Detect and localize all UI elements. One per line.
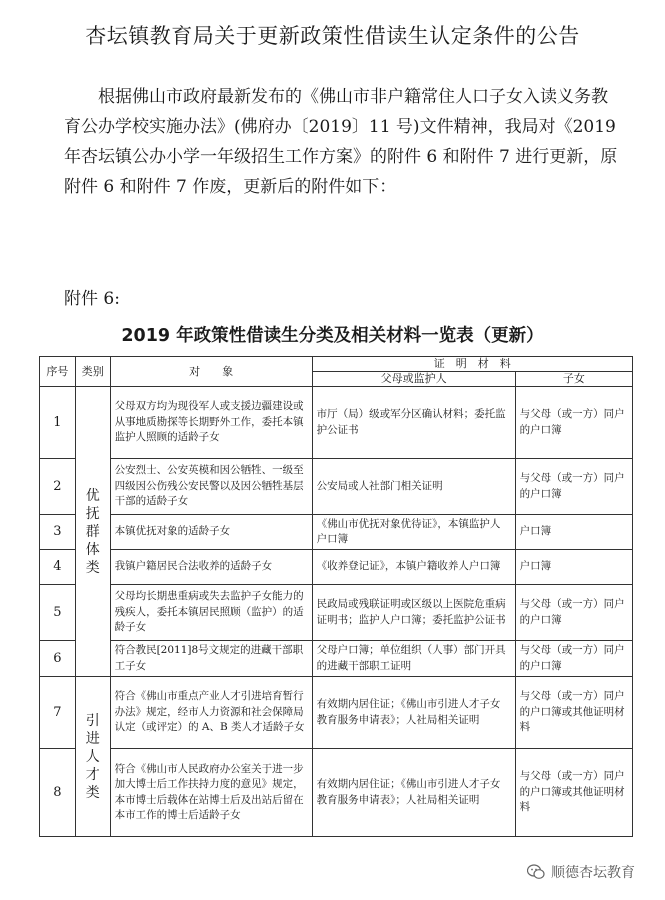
table-row [40, 585, 633, 641]
row-seq: 7 [40, 677, 76, 749]
category-cell [75, 677, 110, 837]
row-seq: 8 [40, 749, 76, 837]
row-target: 符合《佛山市重点产业人才引进培育暂行办法》规定，经市人力资源和社会保障局认定（或评定）的 A、B 类人才适龄子女 [110, 677, 312, 749]
table-row [40, 641, 633, 677]
row-target: 公安烈士、公安英模和因公牺牲、一级至四级因公伤残公安民警以及因公牺牲基层干部的适龄子女 [110, 459, 312, 515]
row-target: 父母均长期患重病或失去监护子女能力的残疾人，委托本镇居民照顾（监护）的适龄子女 [110, 585, 312, 641]
row-target: 我镇户籍居民合法收养的适龄子女 [110, 550, 312, 585]
row-child-proof: 与父母（或一方）同户的户口簿 [515, 387, 632, 459]
watermark [527, 862, 635, 882]
materials-table [39, 356, 633, 837]
row-child-proof: 户口簿 [515, 550, 632, 585]
row-parent-proof: 有效期内居住证；《佛山市引进人才子女教育服务申请表》；人社局相关证明 [312, 677, 515, 749]
row-seq: 1 [40, 387, 76, 459]
row-seq: 3 [40, 515, 76, 550]
table-title: 2019 年政策性借读生分类及相关材料一览表（更新） [121, 326, 544, 346]
header-target: 对 象 [110, 357, 312, 387]
wechat-icon [527, 864, 545, 880]
announcement-body [64, 82, 624, 202]
table-row [40, 677, 633, 749]
row-seq: 2 [40, 459, 76, 515]
row-parent-proof: 民政局或残联证明或区级以上医院危重病证明书；监护人户口簿；委托监护公证书 [312, 585, 515, 641]
row-child-proof: 与父母（或一方）同户的户口簿或其他证明材料 [515, 749, 632, 837]
table-row [40, 387, 633, 459]
row-parent-proof: 公安局或人社部门相关证明 [312, 459, 515, 515]
watermark-text: 顺德杏坛教育 [551, 865, 635, 881]
row-parent-proof: 有效期内居住证；《佛山市引进人才子女教育服务申请表》；人社局相关证明 [312, 749, 515, 837]
row-seq: 6 [40, 641, 76, 677]
row-child-proof: 户口簿 [515, 515, 632, 550]
header-proof: 证 明 材 料 [312, 357, 632, 372]
header-parent: 父母或监护人 [312, 372, 515, 387]
row-parent-proof: 《收养登记证》，本镇户籍收养人户口簿 [312, 550, 515, 585]
row-seq: 5 [40, 585, 76, 641]
row-child-proof: 与父母（或一方）同户的户口簿 [515, 641, 632, 677]
row-child-proof: 与父母（或一方）同户的户口簿或其他证明材料 [515, 677, 632, 749]
row-target: 符合教民[2011]8号文规定的进藏干部职工子女 [110, 641, 312, 677]
table-row [40, 749, 633, 837]
table-row [40, 459, 633, 515]
row-seq: 4 [40, 550, 76, 585]
row-child-proof: 与父母（或一方）同户的户口簿 [515, 459, 632, 515]
attachment-label: 附件 6: [64, 289, 120, 309]
row-parent-proof: 《佛山市优抚对象优待证》，本镇监护人户口簿 [312, 515, 515, 550]
header-category: 类别 [75, 357, 110, 387]
header-child: 子女 [515, 372, 632, 387]
table-row [40, 550, 633, 585]
table-row [40, 515, 633, 550]
row-target: 父母双方均为现役军人或支援边疆建设或从事地质勘探等长期野外工作，委托本镇监护人照顾的适龄子女 [110, 387, 312, 459]
row-target: 本镇优抚对象的适龄子女 [110, 515, 312, 550]
row-parent-proof: 父母户口簿；单位组织（人事）部门开具的进藏干部职工证明 [312, 641, 515, 677]
row-parent-proof: 市厅（局）级或军分区确认材料；委托监护公证书 [312, 387, 515, 459]
category-cell [75, 387, 110, 677]
page-title: 杏坛镇教育局关于更新政策性借读生认定条件的公告 [85, 24, 580, 48]
row-target: 符合《佛山市人民政府办公室关于进一步加大博士后工作扶持力度的意见》规定，本市博士后载体在站博士后及出站后留在本市工作的博士后适龄子女 [110, 749, 312, 837]
announcement-paragraph: 根据佛山市政府最新发布的《佛山市非户籍常住人口子女入读义务教育公办学校实施办法》(佛府办〔2019〕11 号)文件精神，我局对《2019 年杏坛镇公办小学一年级招生工作方案》的附件 6 和附件 7 进行更新，原附件 6 和附件 7 作废，更新后的附件如下： [64, 87, 618, 197]
row-child-proof: 与父母（或一方）同户的户口簿 [515, 585, 632, 641]
header-seq: 序号 [40, 357, 76, 387]
category-label: 引 进 人 才 类 [85, 712, 100, 801]
category-label: 优 抚 群 体 类 [85, 487, 100, 576]
